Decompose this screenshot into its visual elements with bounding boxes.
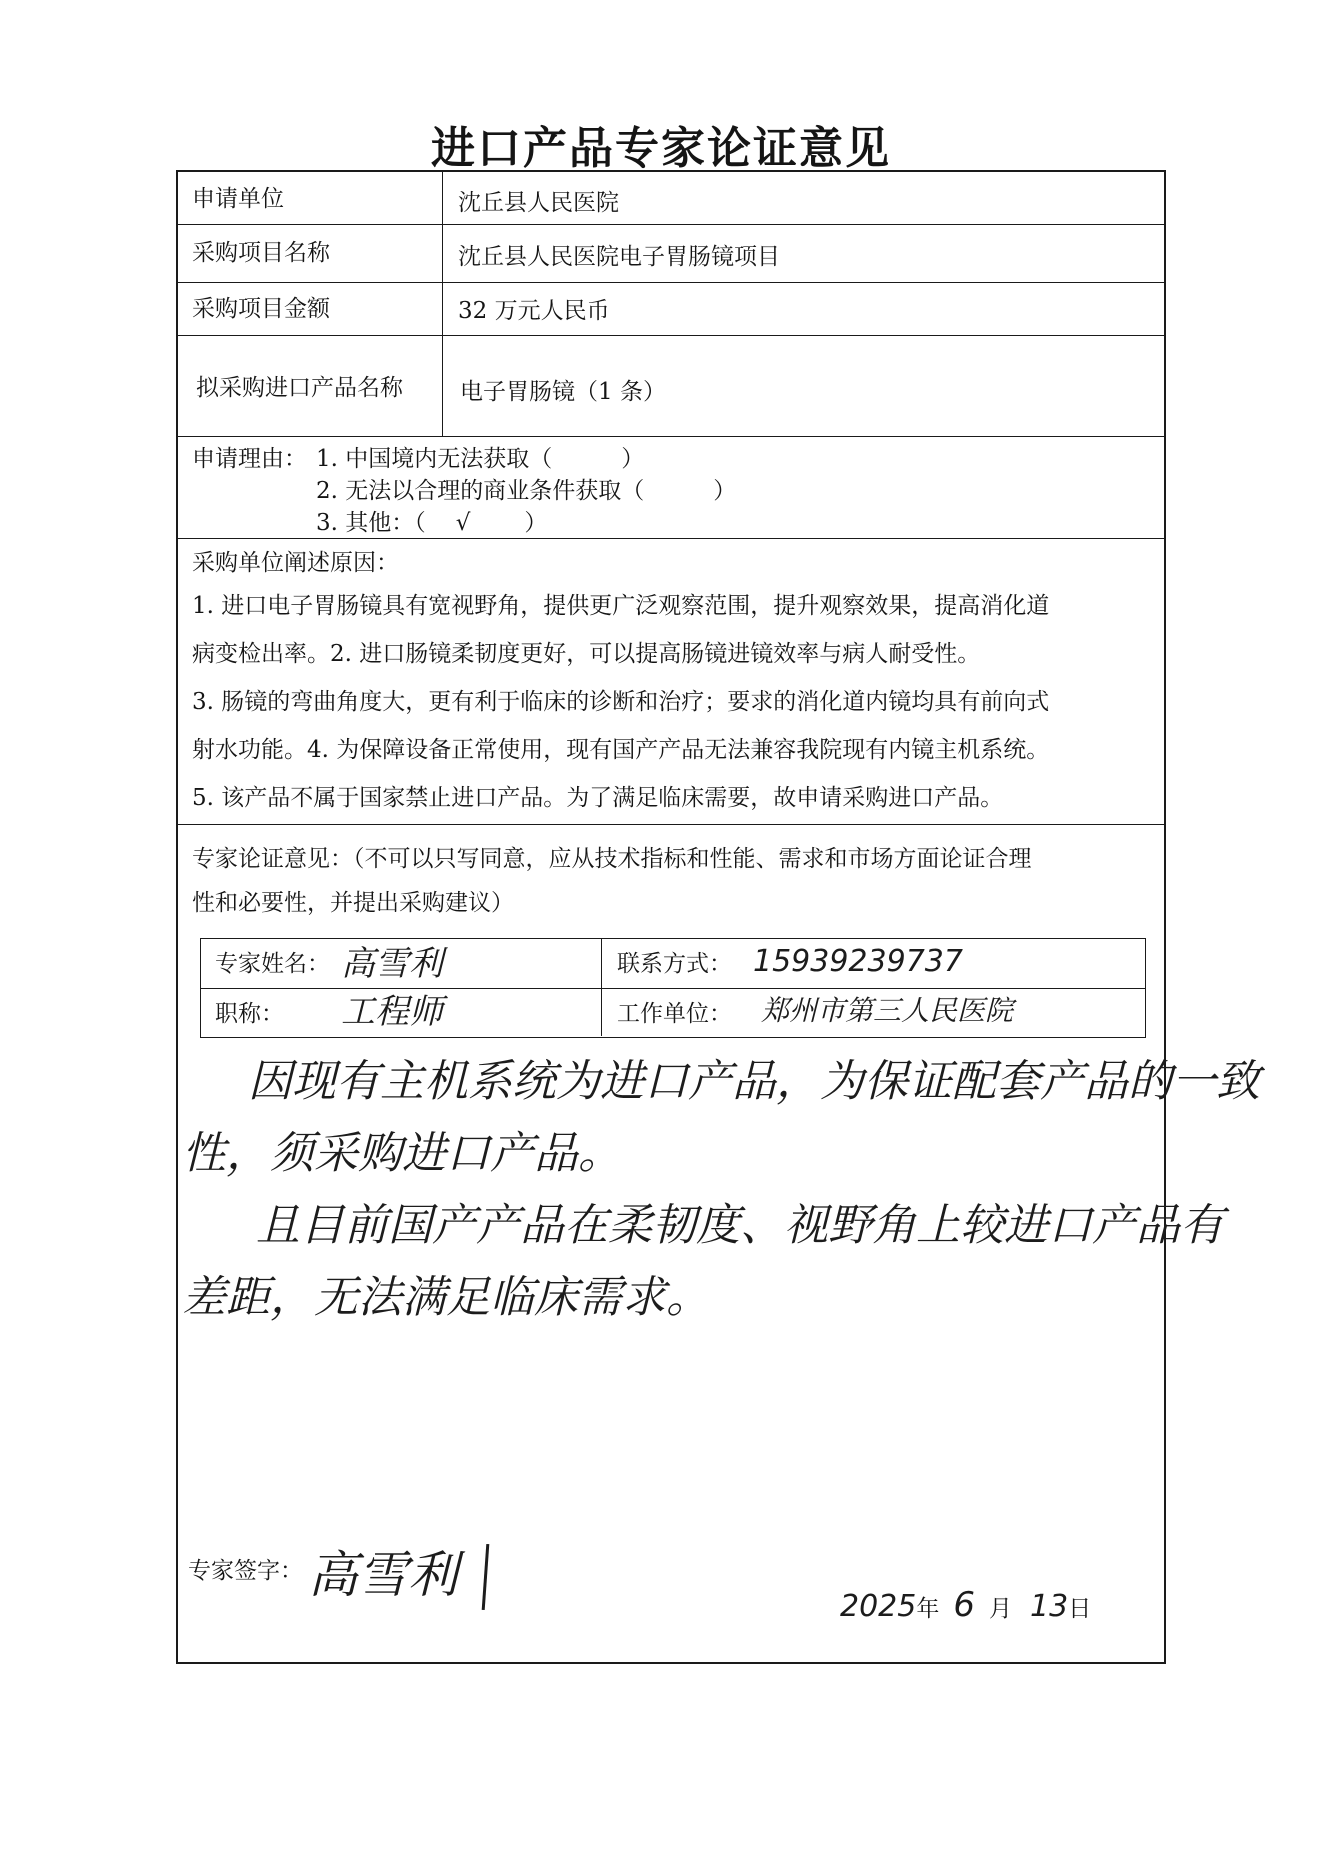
reason-item-3-prefix: 3. 其他：（ (316, 510, 426, 536)
date-year-unit: 年 (916, 1596, 940, 1622)
opinion-heading-line1: 专家论证意见：（不可以只写同意，应从技术指标和性能、需求和市场方面论证合理 (192, 846, 1032, 872)
row-divider (178, 436, 1164, 437)
expert-info-table (200, 938, 1146, 1038)
statement-line: 1. 进口电子胃肠镜具有宽视野角，提供更广泛观察范围，提升观察效果，提高消化道 (192, 593, 1050, 619)
expert-opinion-form (176, 170, 1260, 1664)
statement-body (192, 582, 1154, 822)
reason-item-3 (316, 512, 547, 535)
statement-heading: 采购单位阐述原因： (192, 550, 399, 576)
project-name-value: 沈丘县人民医院电子胃肠镜项目 (458, 244, 780, 270)
reason-item-1: 1. 中国境内无法获取（ ） (316, 446, 645, 472)
row-divider (201, 988, 1145, 989)
handwritten-line: 差距，无法满足临床需求。 (182, 1272, 710, 1323)
product-label: 拟采购进口产品名称 (196, 375, 403, 401)
row-divider (178, 282, 1164, 283)
signature-name: 高雪利 (308, 1546, 458, 1604)
date-year: 2025 (840, 1589, 917, 1624)
statement-line: 5. 该产品不属于国家禁止进口产品。为了满足临床需要，故申请采购进口产品。 (192, 785, 1004, 811)
column-divider (601, 939, 602, 1036)
signature-date (840, 1585, 1092, 1625)
project-name-label: 采购项目名称 (192, 240, 330, 266)
signature-label: 专家签字： (188, 1558, 303, 1584)
reason-item-3-suffix: ） (524, 510, 548, 536)
row-divider (178, 824, 1164, 825)
row-divider (178, 224, 1164, 225)
signature-stroke (482, 1544, 490, 1610)
handwritten-line: 且目前国产产品在柔韧度、视野角上较进口产品有 (256, 1200, 1224, 1251)
row-divider (178, 335, 1164, 336)
applicant-value: 沈丘县人民医院 (458, 190, 619, 216)
reason-item-2: 2. 无法以合理的商业条件获取（ ） (316, 478, 737, 504)
product-value: 电子胃肠镜（1 条） (460, 379, 666, 405)
contact-value: 15939239737 (753, 944, 963, 979)
checkmark-icon: √ (455, 510, 471, 536)
employer-value: 郑州市第三人民医院 (761, 994, 1014, 1027)
handwritten-line: 性，须采购进口产品。 (182, 1128, 622, 1179)
statement-line: 病变检出率。2. 进口肠镜柔韧度更好，可以提高肠镜进镜效率与病人耐受性。 (192, 641, 981, 667)
reasons-label: 申请理由： (192, 446, 307, 472)
statement-line: 射水功能。4. 为保障设备正常使用，现有国产产品无法兼容我院现有内镜主机系统。 (192, 737, 1050, 763)
column-divider (442, 172, 443, 436)
employer-label: 工作单位： (617, 1001, 732, 1027)
contact-label: 联系方式： (617, 951, 732, 977)
amount-label: 采购项目金额 (192, 296, 330, 322)
title-value: 工程师 (341, 992, 443, 1032)
date-month: 6 (953, 1585, 975, 1625)
amount-value: 32 万元人民币 (458, 298, 610, 324)
expert-name-label: 专家姓名： (215, 951, 330, 977)
title-label: 职称： (215, 1001, 284, 1027)
opinion-heading-line2: 性和必要性，并提出采购建议） (192, 890, 514, 916)
date-day: 13 (1030, 1589, 1069, 1624)
applicant-label: 申请单位 (192, 186, 284, 212)
expert-name-value: 高雪利 (341, 944, 443, 984)
statement-line: 3. 肠镜的弯曲角度大，更有利于临床的诊断和治疗；要求的消化道内镜均具有前向式 (192, 689, 1050, 715)
page-title: 进口产品专家论证意见 (431, 123, 891, 174)
handwritten-line: 因现有主机系统为进口产品，为保证配套产品的一致 (248, 1056, 1260, 1107)
date-day-unit: 日 (1068, 1596, 1092, 1622)
row-divider (178, 538, 1164, 539)
date-month-unit: 月 (989, 1596, 1012, 1622)
